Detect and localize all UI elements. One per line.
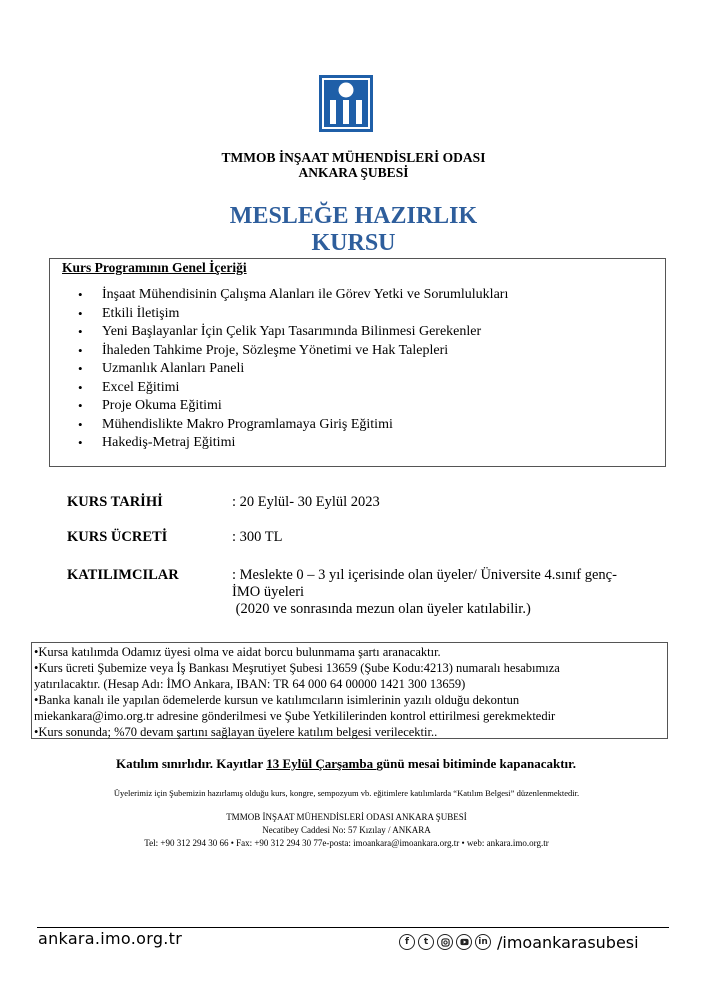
closing-statement xyxy=(0,756,692,772)
conditions-box xyxy=(31,642,668,739)
footer-address: Necatibey Caddesi No: 57 Kızılay / ANKARA xyxy=(262,825,431,835)
program-item: • Etkili İletişim xyxy=(50,305,508,324)
closing-text: günü mesai bitiminde kapanacaktır. xyxy=(376,756,576,771)
org-branch: ANKARA ŞUBESİ xyxy=(298,165,409,180)
program-item: • İhaleden Tahkime Proje, Sözleşme Yönetimi ve Hak Talepleri xyxy=(50,342,508,361)
fee-label: KURS ÜCRETİ xyxy=(67,529,168,545)
linkedin-icon[interactable]: in xyxy=(475,934,491,950)
twitter-icon[interactable]: t xyxy=(418,934,434,950)
facebook-icon[interactable]: f xyxy=(399,934,415,950)
date-label: KURS TARİHİ xyxy=(67,494,163,510)
program-list xyxy=(50,286,508,453)
program-item: • Uzmanlık Alanları Paneli xyxy=(50,360,508,379)
condition-line: •Kurs ücreti Şubemize veya İş Bankası Meşrutiyet Şubesi 13659 (Şube Kodu:4213) numaralı hesabımıza xyxy=(34,661,560,675)
youtube-icon[interactable] xyxy=(456,934,472,950)
social-links xyxy=(399,933,639,951)
program-item: • Proje Okuma Eğitimi xyxy=(50,397,508,416)
program-item: • Yeni Başlayanlar İçin Çelik Yapı Tasarımında Bilinmesi Gerekenler xyxy=(50,323,508,342)
fee-value: : 300 TL xyxy=(232,529,283,545)
condition-line: •Kurs sonunda; %70 devam şartını sağlayan üyelere katılım belgesi verilecektir.. xyxy=(34,725,438,739)
program-item: • Excel Eğitimi xyxy=(50,379,508,398)
social-handle[interactable]: /imoankarasubesi xyxy=(497,932,639,952)
program-item: • Hakediş-Metraj Eğitimi xyxy=(50,434,508,453)
closing-text: Katılım sınırlıdır. Kayıtlar xyxy=(115,756,267,771)
condition-line: yatırılacaktır. (Hesap Adı: İMO Ankara, IBAN: TR 64 000 64 00000 1421 300 13659) xyxy=(34,677,466,691)
website-link[interactable]: ankara.imo.org.tr xyxy=(38,929,183,948)
instagram-icon[interactable] xyxy=(437,934,453,950)
certificate-note: Üyelerimiz için Şubemizin hazırlamış olduğu kurs, kongre, sempozyum vb. eğitimlere katılımlarda “Katılım Belgesi” düzenlenmektedir. xyxy=(113,788,580,798)
participants-line: : Meslekte 0 – 3 yıl içerisinde olan üyeler/ Üniversite 4.sınıf genç- xyxy=(232,567,617,583)
course-title: MESLEĞE HAZIRLIK xyxy=(229,203,478,229)
condition-line: •Banka kanalı ile yapılan ödemelerde kursun ve katılımcıların isimlerinin yazılı olduğu dekontun xyxy=(34,693,520,707)
footer-contact: Tel: +90 312 294 30 66 • Fax: +90 312 294 30 77e-posta: imoankara@imoankara.org.tr • web: ankara.imo.org.tr xyxy=(144,838,549,848)
program-heading: Kurs Programının Genel İçeriği xyxy=(62,260,247,275)
org-name: TMMOB İNŞAAT MÜHENDİSLERİ ODASI xyxy=(221,150,486,165)
footer-org: TMMOB İNŞAAT MÜHENDİSLERİ ODASI ANKARA ŞUBESİ xyxy=(226,812,467,822)
participants-value xyxy=(232,567,617,618)
participants-line: İMO üyeleri xyxy=(232,584,305,600)
date-value: : 20 Eylül- 30 Eylül 2023 xyxy=(232,494,380,510)
course-title-line2: KURSU xyxy=(311,230,396,256)
condition-line: miekankara@imo.org.tr adresine gönderilmesi ve Şube Yetkililerinden kontrol ettirilmesi gerekmektedir xyxy=(34,709,556,723)
participants-label: KATILIMCILAR xyxy=(67,567,179,583)
deadline-date: 13 Eylül Çarşamba xyxy=(266,756,377,771)
condition-line: •Kursa katılımda Odamız üyesi olma ve aidat borcu bulunmama şartı aranacaktır. xyxy=(34,645,441,659)
imo-logo xyxy=(319,75,373,132)
participants-line: (2020 ve sonrasında mezun olan üyeler katılabilir.) xyxy=(232,601,531,617)
program-item: • Mühendislikte Makro Programlamaya Giriş Eğitimi xyxy=(50,416,508,435)
program-box xyxy=(49,258,666,467)
footer-divider xyxy=(37,927,669,928)
program-item: • İnşaat Mühendisinin Çalışma Alanları ile Görev Yetki ve Sorumlulukları xyxy=(50,286,508,305)
